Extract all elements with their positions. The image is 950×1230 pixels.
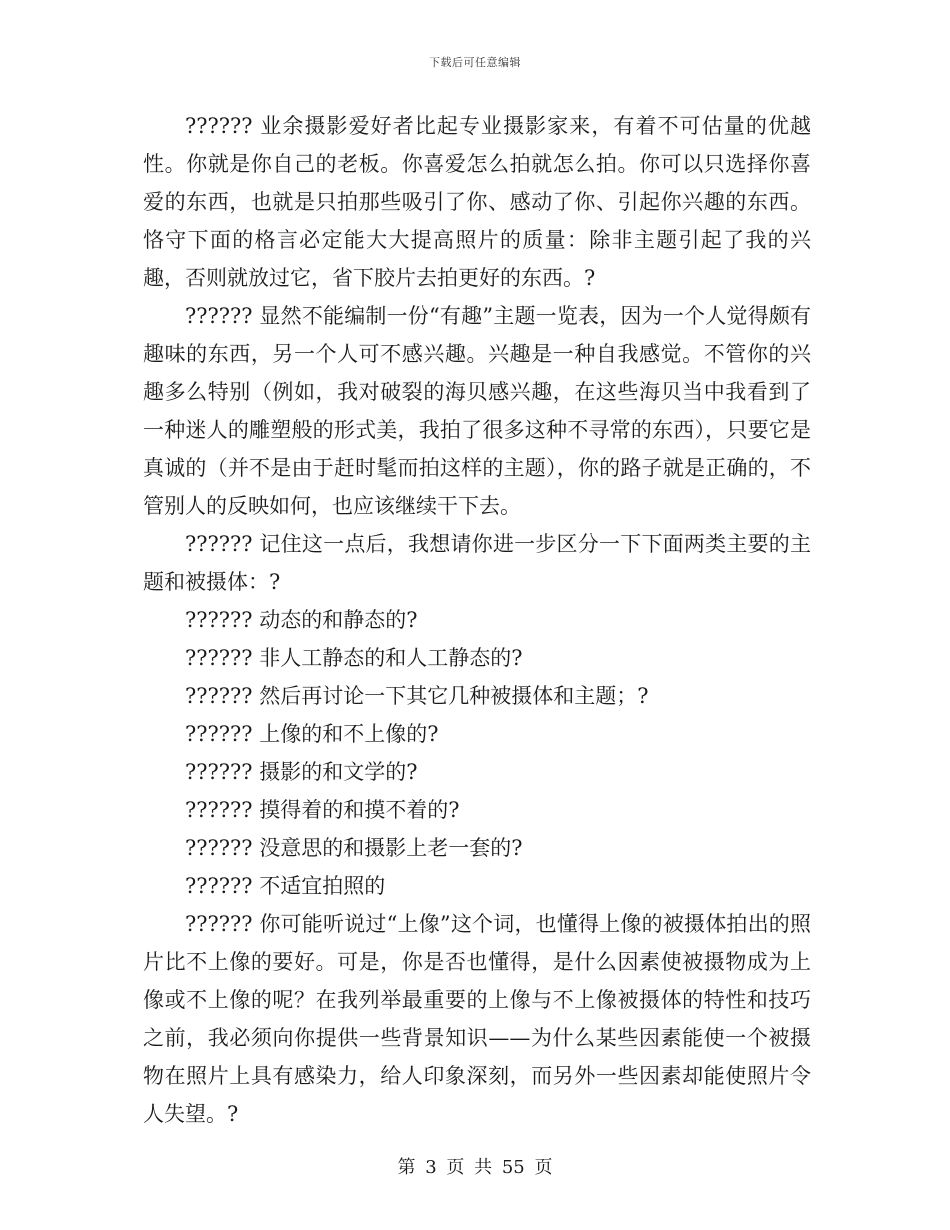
list-line: ?????? 摄影的和文学的? — [185, 760, 418, 784]
document-body — [143, 107, 811, 1133]
page-number-footer: 第 3 页 共 55 页 — [397, 1157, 553, 1178]
list-line: ?????? 没意思的和摄影上老一套的? — [185, 836, 523, 860]
list-line: ?????? 动态的和静态的? — [185, 608, 418, 632]
paragraph: ?????? 业余摄影爱好者比起专业摄影家来，有着不可估量的优越性。你就是你自己的老板。你喜爱怎么拍就怎么拍。你可以只选择你喜爱的东西，也就是只拍那些吸引了你、感动了你、引起你兴趣的东西。恪守下面的格言必定能大大提高照片的质量：除非主题引起了我的兴趣，否则就放过它，省下胶片去拍更好的东西。? — [143, 114, 811, 290]
paragraph: ?????? 你可能听说过“上像”这个词，也懂得上像的被摄体拍出的照片比不上像的要好。可是，你是否也懂得，是什么因素使被摄物成为上像或不上像的呢？在我列举最重要的上像与不上像被摄体的特性和技巧之前，我必须向你提供一些背景知识——为什么某些因素能使一个被摄物在照片上具有感染力，给人印象深刻，而另外一些因素却能使照片令人失望。? — [143, 912, 811, 1126]
list-line: ?????? 摸得着的和摸不着的? — [185, 798, 460, 822]
list-line: ?????? 不适宜拍照的 — [185, 874, 386, 898]
paragraph: ?????? 记住这一点后，我想请你进一步区分一下下面两类主要的主题和被摄体：? — [143, 532, 811, 594]
paragraph: ?????? 显然不能编制一份“有趣”主题一览表，因为一个人觉得颇有趣味的东西，另一个人可不感兴趣。兴趣是一种自我感觉。不管你的兴趣多么特别（例如，我对破裂的海贝感兴趣，在这些海贝当中我看到了一种迷人的雕塑般的形式美，我拍了很多这种不寻常的东西），只要它是真诚的（并不是由于赶时髦而拍这样的主题），你的路子就是正确的，不管别人的反映如何，也应该继续干下去。 — [143, 304, 811, 518]
list-line: ?????? 上像的和不上像的? — [185, 722, 439, 746]
list-line: ?????? 然后再讨论一下其它几种被摄体和主题；? — [185, 684, 649, 708]
page-header: 下载后可任意编辑 — [429, 56, 521, 69]
list-line: ?????? 非人工静态的和人工静态的? — [185, 646, 523, 670]
